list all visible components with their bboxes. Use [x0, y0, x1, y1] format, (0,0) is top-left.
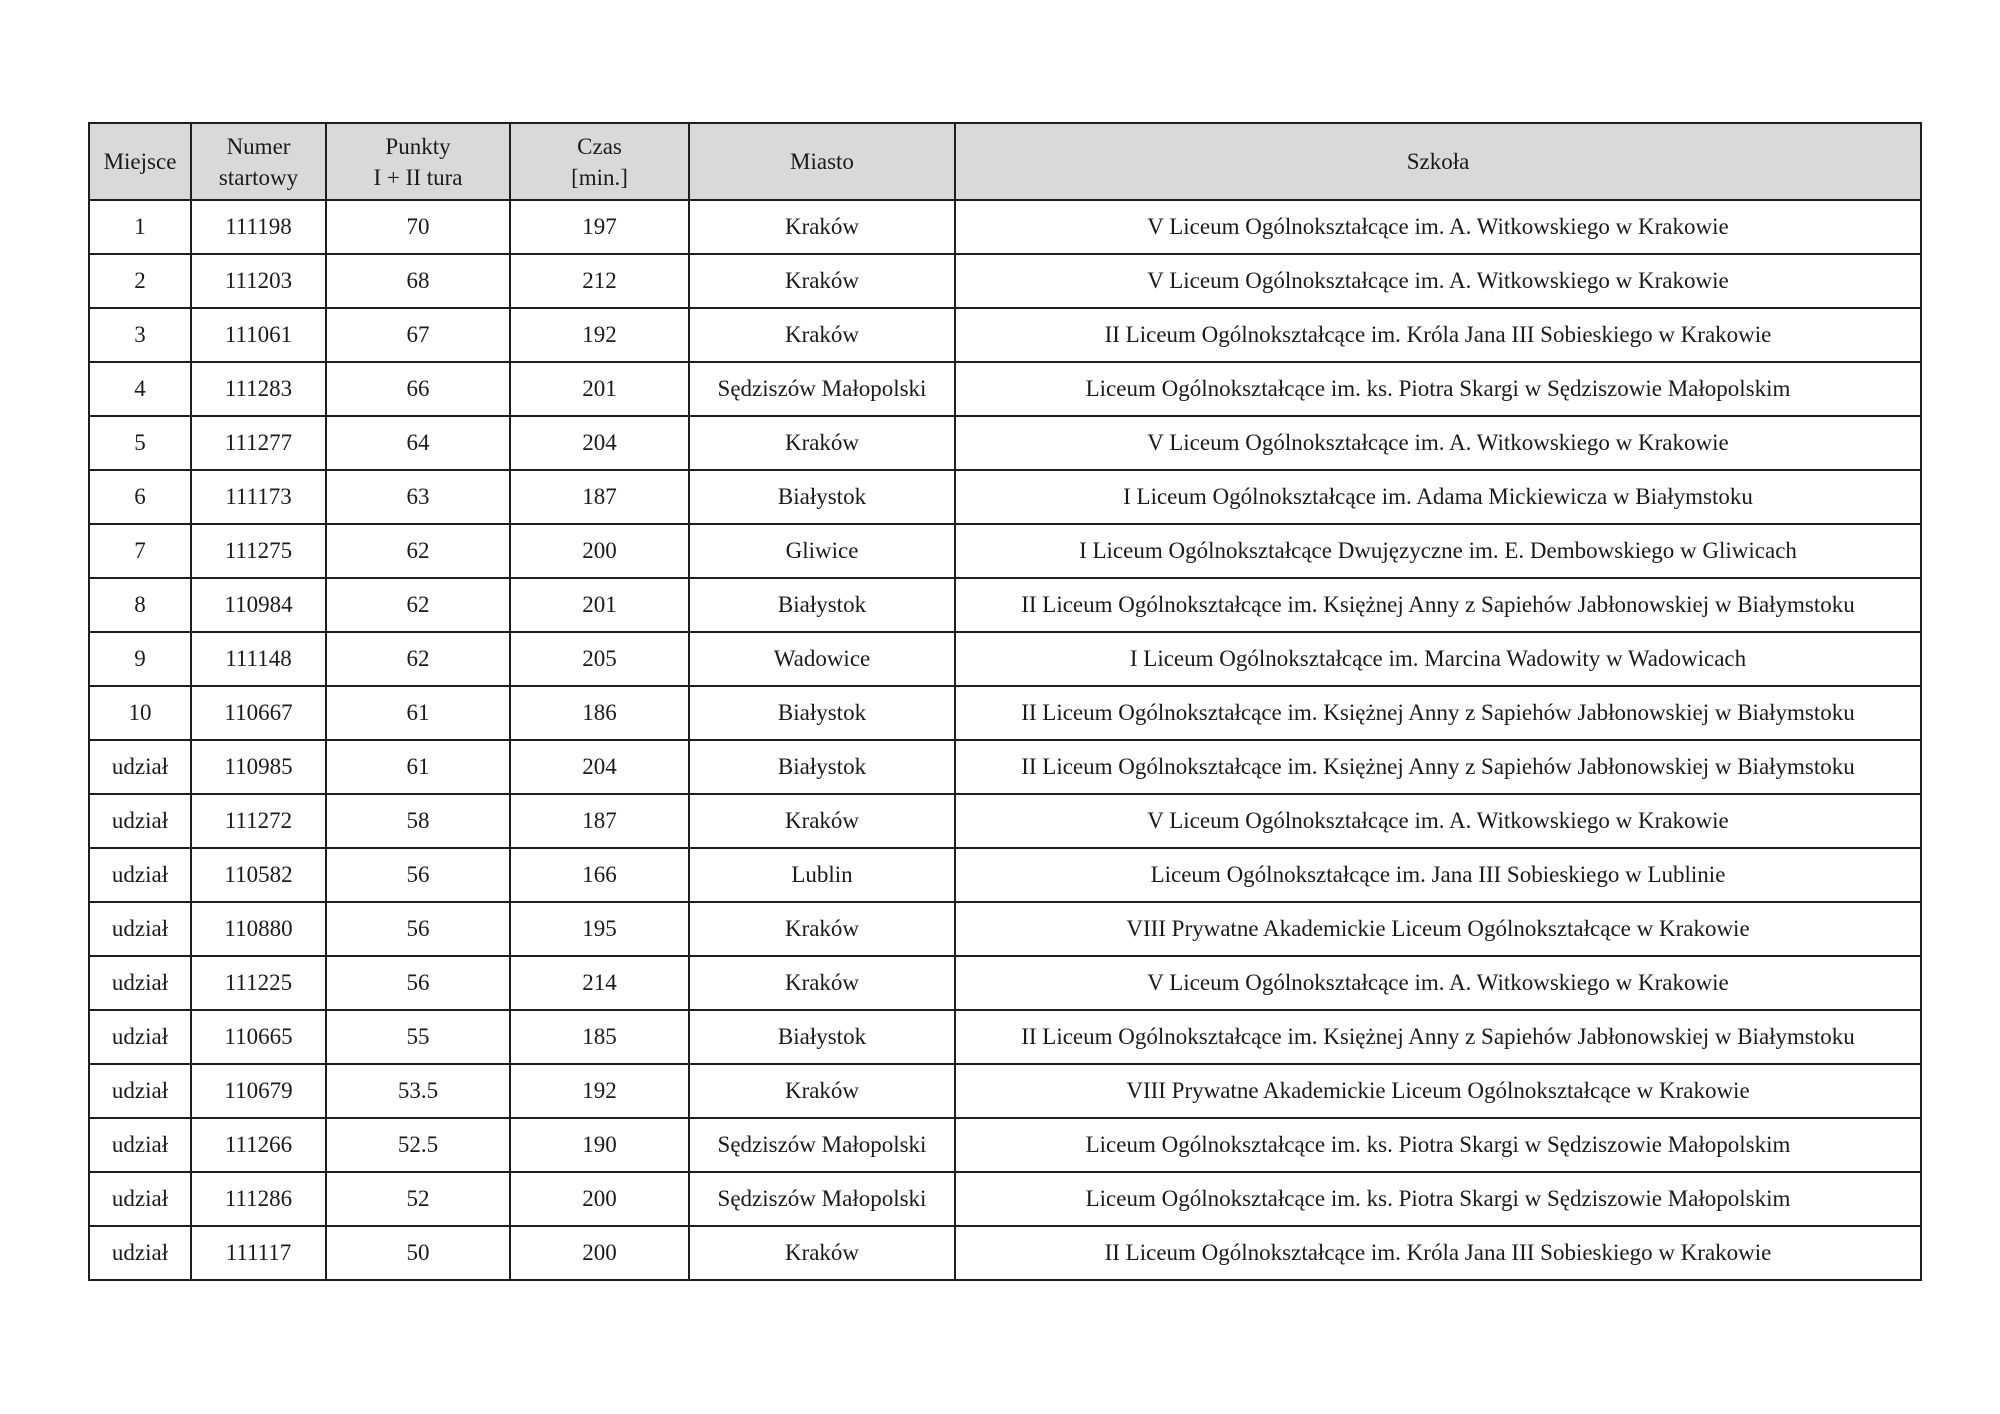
cell-place: 6 [89, 470, 191, 524]
cell-time: 204 [510, 740, 689, 794]
cell-start-number: 111266 [191, 1118, 326, 1172]
cell-start-number: 111225 [191, 956, 326, 1010]
table-row [89, 470, 1921, 524]
cell-school: VIII Prywatne Akademickie Liceum Ogólnokształcące w Krakowie [955, 902, 1921, 956]
cell-place: 3 [89, 308, 191, 362]
cell-city: Kraków [689, 1226, 955, 1280]
table-row [89, 632, 1921, 686]
cell-city: Kraków [689, 200, 955, 254]
cell-time: 190 [510, 1118, 689, 1172]
cell-time: 200 [510, 1226, 689, 1280]
cell-points: 56 [326, 956, 510, 1010]
cell-place: 4 [89, 362, 191, 416]
header-place [89, 123, 191, 200]
cell-place: 8 [89, 578, 191, 632]
cell-points: 70 [326, 200, 510, 254]
table-row [89, 308, 1921, 362]
cell-start-number: 111061 [191, 308, 326, 362]
header-place-line1: Miejsce [103, 149, 177, 174]
table-row [89, 254, 1921, 308]
cell-place: 2 [89, 254, 191, 308]
header-school-line1: Szkoła [1406, 149, 1470, 174]
table-body [89, 200, 1921, 1280]
cell-city: Kraków [689, 956, 955, 1010]
cell-time: 205 [510, 632, 689, 686]
table-row [89, 1118, 1921, 1172]
header-time [510, 123, 689, 200]
table-row [89, 956, 1921, 1010]
cell-start-number: 111275 [191, 524, 326, 578]
cell-points: 56 [326, 848, 510, 902]
cell-start-number: 110880 [191, 902, 326, 956]
cell-start-number: 110665 [191, 1010, 326, 1064]
cell-time: 201 [510, 578, 689, 632]
table-row [89, 1172, 1921, 1226]
cell-start-number: 111277 [191, 416, 326, 470]
cell-time: 200 [510, 1172, 689, 1226]
cell-time: 187 [510, 470, 689, 524]
cell-start-number: 111117 [191, 1226, 326, 1280]
header-city [689, 123, 955, 200]
cell-start-number: 111286 [191, 1172, 326, 1226]
cell-time: 197 [510, 200, 689, 254]
header-school [955, 123, 1921, 200]
cell-place: udział [89, 794, 191, 848]
cell-city: Białystok [689, 578, 955, 632]
cell-place: 5 [89, 416, 191, 470]
cell-school: II Liceum Ogólnokształcące im. Księżnej Anny z Sapiehów Jabłonowskiej w Białymstoku [955, 740, 1921, 794]
cell-place: 10 [89, 686, 191, 740]
cell-city: Gliwice [689, 524, 955, 578]
cell-city: Sędziszów Małopolski [689, 1118, 955, 1172]
cell-points: 55 [326, 1010, 510, 1064]
cell-place: udział [89, 1172, 191, 1226]
header-points-line1: Punkty [385, 133, 451, 159]
cell-points: 66 [326, 362, 510, 416]
cell-points: 61 [326, 686, 510, 740]
cell-points: 62 [326, 524, 510, 578]
cell-time: 200 [510, 524, 689, 578]
cell-school: II Liceum Ogólnokształcące im. Księżnej Anny z Sapiehów Jabłonowskiej w Białymstoku [955, 686, 1921, 740]
cell-school: I Liceum Ogólnokształcące Dwujęzyczne im. E. Dembowskiego w Gliwicach [955, 524, 1921, 578]
cell-time: 195 [510, 902, 689, 956]
cell-place: udział [89, 1226, 191, 1280]
cell-school: I Liceum Ogólnokształcące im. Adama Mickiewicza w Białymstoku [955, 470, 1921, 524]
cell-school: V Liceum Ogólnokształcące im. A. Witkowskiego w Krakowie [955, 794, 1921, 848]
cell-points: 56 [326, 902, 510, 956]
cell-school: II Liceum Ogólnokształcące im. Księżnej Anny z Sapiehów Jabłonowskiej w Białymstoku [955, 1010, 1921, 1064]
table-row [89, 1010, 1921, 1064]
cell-city: Białystok [689, 470, 955, 524]
cell-points: 63 [326, 470, 510, 524]
cell-city: Wadowice [689, 632, 955, 686]
cell-school: II Liceum Ogólnokształcące im. Księżnej Anny z Sapiehów Jabłonowskiej w Białymstoku [955, 578, 1921, 632]
table-row [89, 200, 1921, 254]
cell-city: Kraków [689, 308, 955, 362]
table-row [89, 578, 1921, 632]
table-row [89, 416, 1921, 470]
cell-time: 214 [510, 956, 689, 1010]
cell-school: V Liceum Ogólnokształcące im. A. Witkowskiego w Krakowie [955, 200, 1921, 254]
results-table [88, 122, 1922, 1281]
cell-start-number: 110667 [191, 686, 326, 740]
cell-place: 7 [89, 524, 191, 578]
table-row [89, 1226, 1921, 1280]
header-number-line2: startowy [218, 164, 299, 190]
cell-place: udział [89, 956, 191, 1010]
table-row [89, 740, 1921, 794]
cell-start-number: 111283 [191, 362, 326, 416]
table-row [89, 362, 1921, 416]
cell-school: II Liceum Ogólnokształcące im. Króla Jana III Sobieskiego w Krakowie [955, 308, 1921, 362]
cell-start-number: 111148 [191, 632, 326, 686]
cell-place: udział [89, 740, 191, 794]
cell-start-number: 111198 [191, 200, 326, 254]
cell-start-number: 110679 [191, 1064, 326, 1118]
cell-school: V Liceum Ogólnokształcące im. A. Witkowskiego w Krakowie [955, 254, 1921, 308]
cell-time: 186 [510, 686, 689, 740]
table-row [89, 1064, 1921, 1118]
cell-school: Liceum Ogólnokształcące im. Jana III Sobieskiego w Lublinie [955, 848, 1921, 902]
header-number [191, 123, 326, 200]
cell-place: udział [89, 1118, 191, 1172]
cell-city: Białystok [689, 740, 955, 794]
cell-city: Kraków [689, 1064, 955, 1118]
cell-points: 61 [326, 740, 510, 794]
header-number-line1: Numer [226, 133, 291, 159]
cell-start-number: 111272 [191, 794, 326, 848]
cell-city: Kraków [689, 254, 955, 308]
table-row [89, 902, 1921, 956]
cell-start-number: 111173 [191, 470, 326, 524]
cell-place: udział [89, 848, 191, 902]
cell-start-number: 111203 [191, 254, 326, 308]
cell-city: Kraków [689, 794, 955, 848]
cell-time: 212 [510, 254, 689, 308]
cell-city: Białystok [689, 686, 955, 740]
cell-points: 62 [326, 632, 510, 686]
cell-points: 62 [326, 578, 510, 632]
header-time-line1: Czas [577, 133, 622, 159]
cell-place: 1 [89, 200, 191, 254]
cell-school: II Liceum Ogólnokształcące im. Króla Jana III Sobieskiego w Krakowie [955, 1226, 1921, 1280]
cell-time: 187 [510, 794, 689, 848]
cell-school: Liceum Ogólnokształcące im. ks. Piotra Skargi w Sędziszowie Małopolskim [955, 1172, 1921, 1226]
cell-time: 185 [510, 1010, 689, 1064]
cell-school: Liceum Ogólnokształcące im. ks. Piotra Skargi w Sędziszowie Małopolskim [955, 1118, 1921, 1172]
cell-place: udział [89, 1010, 191, 1064]
cell-city: Kraków [689, 902, 955, 956]
table-row [89, 848, 1921, 902]
cell-city: Sędziszów Małopolski [689, 1172, 955, 1226]
cell-points: 52.5 [326, 1118, 510, 1172]
cell-school: V Liceum Ogólnokształcące im. A. Witkowskiego w Krakowie [955, 956, 1921, 1010]
cell-school: Liceum Ogólnokształcące im. ks. Piotra Skargi w Sędziszowie Małopolskim [955, 362, 1921, 416]
header-city-line1: Miasto [790, 149, 854, 174]
cell-place: udział [89, 1064, 191, 1118]
cell-start-number: 110984 [191, 578, 326, 632]
cell-time: 192 [510, 1064, 689, 1118]
header-time-line2: [min.] [571, 164, 628, 190]
header-points-line2: I + II tura [373, 164, 463, 190]
table-row [89, 686, 1921, 740]
cell-school: VIII Prywatne Akademickie Liceum Ogólnokształcące w Krakowie [955, 1064, 1921, 1118]
cell-school: V Liceum Ogólnokształcące im. A. Witkowskiego w Krakowie [955, 416, 1921, 470]
cell-school: I Liceum Ogólnokształcące im. Marcina Wadowity w Wadowicach [955, 632, 1921, 686]
cell-city: Sędziszów Małopolski [689, 362, 955, 416]
cell-points: 67 [326, 308, 510, 362]
cell-city: Lublin [689, 848, 955, 902]
table-row [89, 524, 1921, 578]
cell-points: 58 [326, 794, 510, 848]
cell-place: 9 [89, 632, 191, 686]
cell-time: 201 [510, 362, 689, 416]
cell-start-number: 110582 [191, 848, 326, 902]
cell-points: 52 [326, 1172, 510, 1226]
cell-time: 204 [510, 416, 689, 470]
cell-start-number: 110985 [191, 740, 326, 794]
cell-points: 50 [326, 1226, 510, 1280]
cell-time: 192 [510, 308, 689, 362]
cell-points: 53.5 [326, 1064, 510, 1118]
cell-points: 64 [326, 416, 510, 470]
header-row [89, 123, 1921, 200]
cell-city: Białystok [689, 1010, 955, 1064]
cell-time: 166 [510, 848, 689, 902]
header-points [326, 123, 510, 200]
table-header [89, 123, 1921, 200]
table-row [89, 794, 1921, 848]
cell-city: Kraków [689, 416, 955, 470]
cell-points: 68 [326, 254, 510, 308]
cell-place: udział [89, 902, 191, 956]
